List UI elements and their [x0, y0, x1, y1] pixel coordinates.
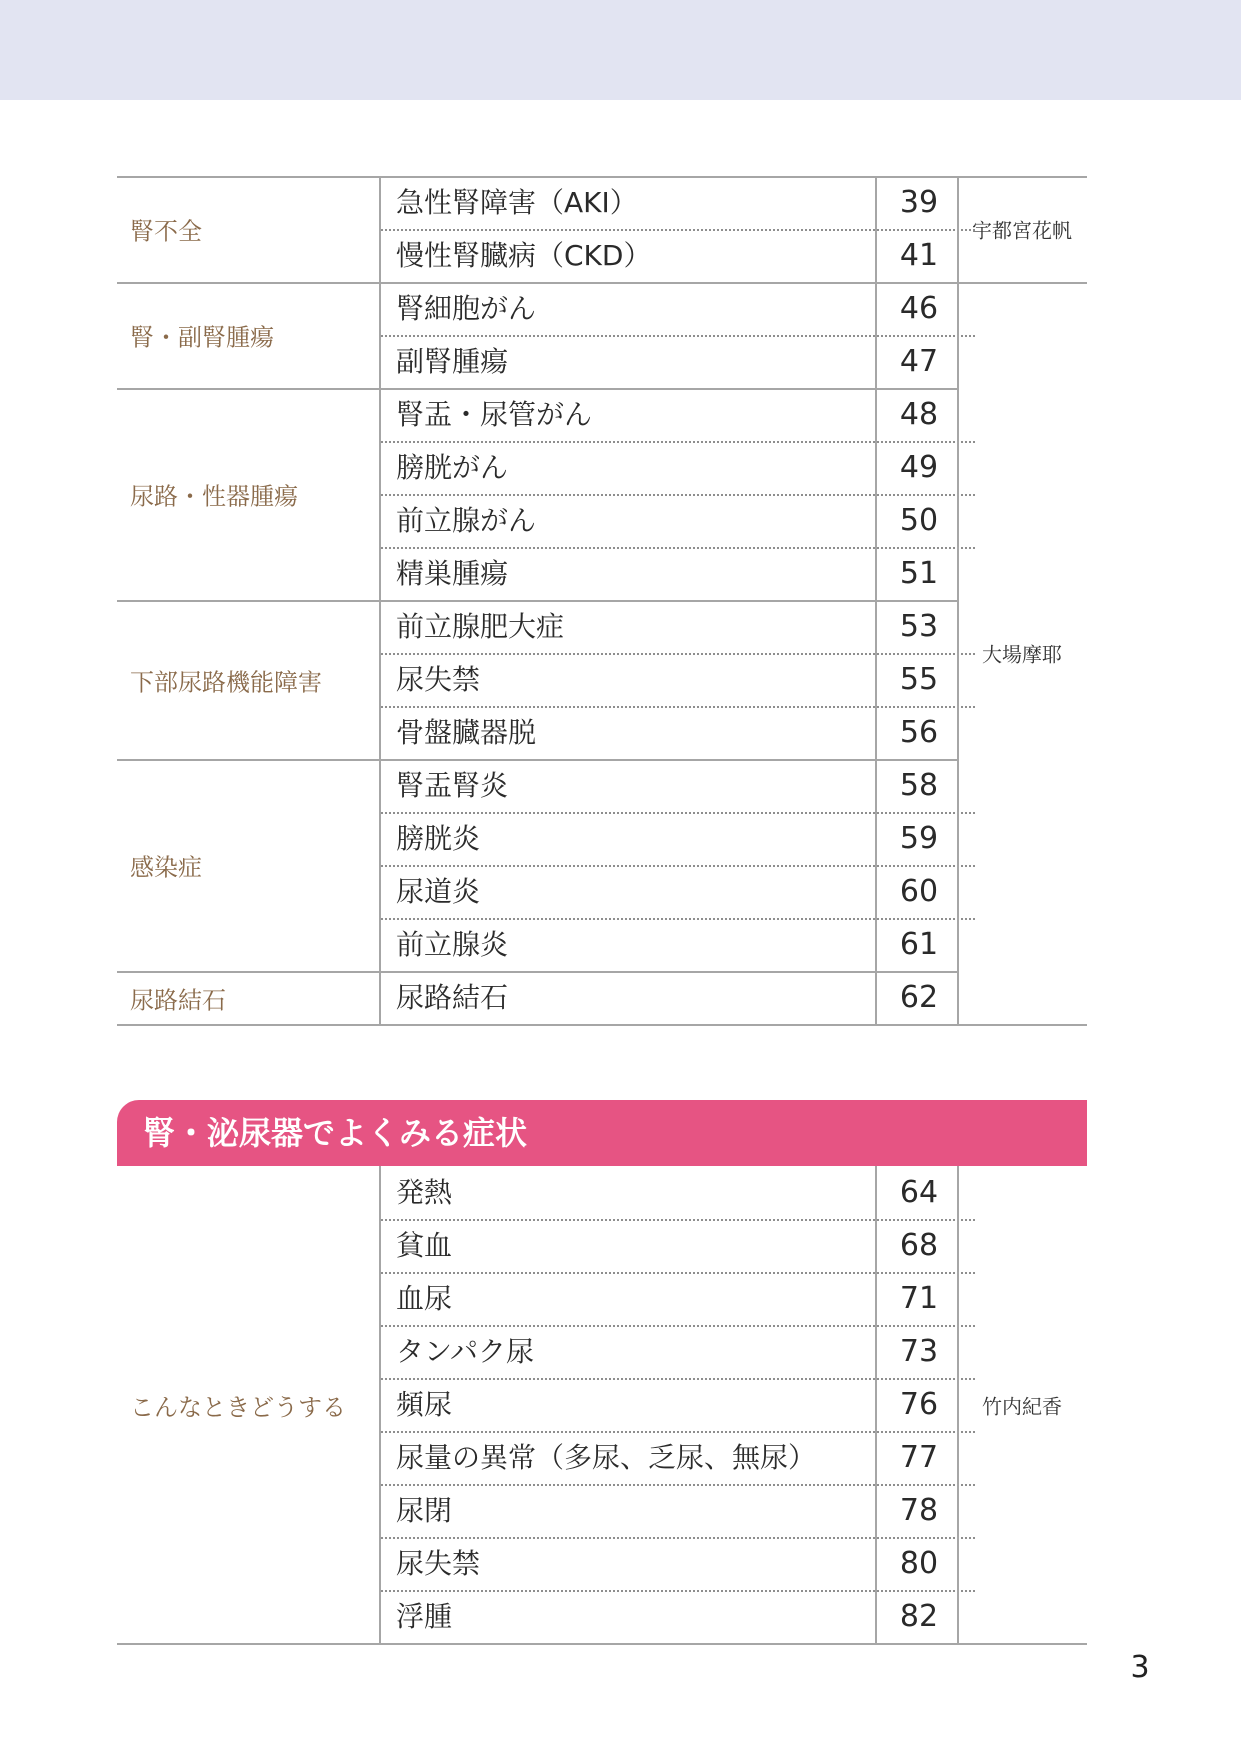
toc-row — [379, 759, 973, 812]
toc-item-page: 59 — [899, 821, 939, 856]
toc-item-title: 骨盤臓器脱 — [396, 716, 537, 749]
section-heading-bar — [117, 1100, 1087, 1166]
toc-row — [379, 865, 973, 918]
toc-item-page: 64 — [899, 1175, 939, 1210]
toc-row — [379, 335, 973, 388]
toc-item-title: 急性腎障害（AKI） — [396, 186, 638, 219]
column-divider — [875, 1166, 877, 1643]
toc-item-page: 77 — [899, 1440, 939, 1475]
header-band — [0, 0, 1241, 100]
toc-item-page: 62 — [899, 980, 939, 1015]
toc-item-page: 58 — [899, 768, 939, 803]
toc-item-title: 貧血 — [396, 1229, 453, 1262]
toc-row — [379, 971, 973, 1024]
toc-item-page: 60 — [899, 874, 939, 909]
toc-row — [379, 1537, 973, 1590]
toc-item-title: 腎盂・尿管がん — [396, 398, 593, 431]
toc-item-page: 71 — [899, 1281, 939, 1316]
toc-item-page: 68 — [899, 1228, 939, 1263]
toc-row — [379, 1325, 973, 1378]
toc-item-title: 前立腺がん — [396, 504, 537, 537]
toc-item-page: 48 — [899, 397, 939, 432]
toc-item-page: 50 — [899, 503, 939, 538]
toc-row — [379, 1431, 973, 1484]
toc-row — [379, 494, 973, 547]
toc-item-page: 46 — [899, 291, 939, 326]
author-name: 宇都宮花帆 — [972, 218, 1072, 243]
category-label: 腎不全 — [130, 217, 202, 246]
toc-row — [379, 812, 973, 865]
toc-row — [379, 1219, 973, 1272]
category-label: 下部尿路機能障害 — [130, 668, 322, 696]
toc-item-title: 慢性腎臓病（CKD） — [396, 239, 652, 272]
toc-row — [379, 229, 973, 282]
section-heading: 腎・泌尿器でよくみる症状 — [143, 1114, 528, 1152]
toc-item-title: 前立腺肥大症 — [396, 610, 565, 643]
toc-item-page: 51 — [899, 556, 939, 591]
toc-row — [379, 706, 973, 759]
toc-item-page: 82 — [899, 1599, 939, 1634]
group-divider — [117, 1024, 1087, 1026]
toc-item-title: 尿量の異常（多尿、乏尿、無尿） — [396, 1441, 817, 1474]
author-name: 大場摩耶 — [982, 642, 1062, 667]
toc-row — [379, 1590, 973, 1643]
category-label: 感染症 — [130, 853, 202, 882]
toc-item-page: 80 — [899, 1546, 939, 1581]
toc-row — [379, 918, 973, 971]
toc-item-title: 頻尿 — [396, 1388, 453, 1421]
toc-item-title: 副腎腫瘍 — [396, 345, 509, 378]
toc-item-page: 76 — [899, 1387, 939, 1422]
category-label: こんなときどうする — [130, 1393, 346, 1421]
category-label: 尿路結石 — [130, 986, 226, 1014]
toc-item-title: 尿閉 — [396, 1494, 453, 1527]
toc-item-title: タンパク尿 — [396, 1335, 535, 1368]
toc-row — [379, 547, 973, 600]
toc-row — [379, 1166, 973, 1219]
column-divider — [875, 176, 877, 1024]
toc-item-title: 尿道炎 — [396, 875, 481, 908]
toc-item-title: 尿路結石 — [396, 981, 509, 1014]
toc-item-title: 前立腺炎 — [396, 928, 509, 961]
toc-row — [379, 653, 973, 706]
toc-item-title: 膀胱炎 — [396, 822, 481, 855]
toc-row — [379, 1378, 973, 1431]
toc-row — [379, 1484, 973, 1537]
toc-item-title: 血尿 — [396, 1282, 453, 1315]
toc-row — [379, 600, 973, 653]
group-divider — [117, 1643, 1087, 1645]
toc-row — [379, 1272, 973, 1325]
toc-item-page: 55 — [899, 662, 939, 697]
page-number: 3 — [1130, 1650, 1150, 1685]
toc-item-title: 精巣腫瘍 — [396, 557, 509, 590]
toc-item-page: 39 — [899, 185, 939, 220]
toc-item-page: 49 — [899, 450, 939, 485]
toc-row — [379, 282, 973, 335]
toc-item-page: 53 — [899, 609, 939, 644]
category-label: 腎・副腎腫瘍 — [130, 323, 274, 352]
toc-row — [379, 441, 973, 494]
column-divider — [379, 176, 381, 1024]
toc-row — [379, 388, 973, 441]
category-label: 尿路・性器腫瘍 — [130, 482, 298, 511]
toc-item-title: 膀胱がん — [396, 451, 509, 484]
toc-item-page: 41 — [899, 238, 939, 273]
toc-row — [379, 176, 973, 229]
toc-item-page: 73 — [899, 1334, 939, 1369]
toc-item-title: 腎盂腎炎 — [396, 769, 509, 802]
toc-item-page: 47 — [899, 344, 939, 379]
toc-item-page: 61 — [899, 927, 939, 962]
toc-item-title: 尿失禁 — [396, 663, 481, 696]
toc-item-title: 腎細胞がん — [396, 292, 537, 325]
column-divider — [957, 176, 959, 1024]
toc-item-title: 尿失禁 — [396, 1547, 481, 1580]
toc-item-title: 浮腫 — [396, 1600, 453, 1633]
toc-item-title: 発熱 — [396, 1176, 453, 1209]
toc-item-page: 78 — [899, 1493, 939, 1528]
author-name: 竹内紀香 — [982, 1394, 1062, 1418]
toc-item-page: 56 — [899, 715, 939, 750]
